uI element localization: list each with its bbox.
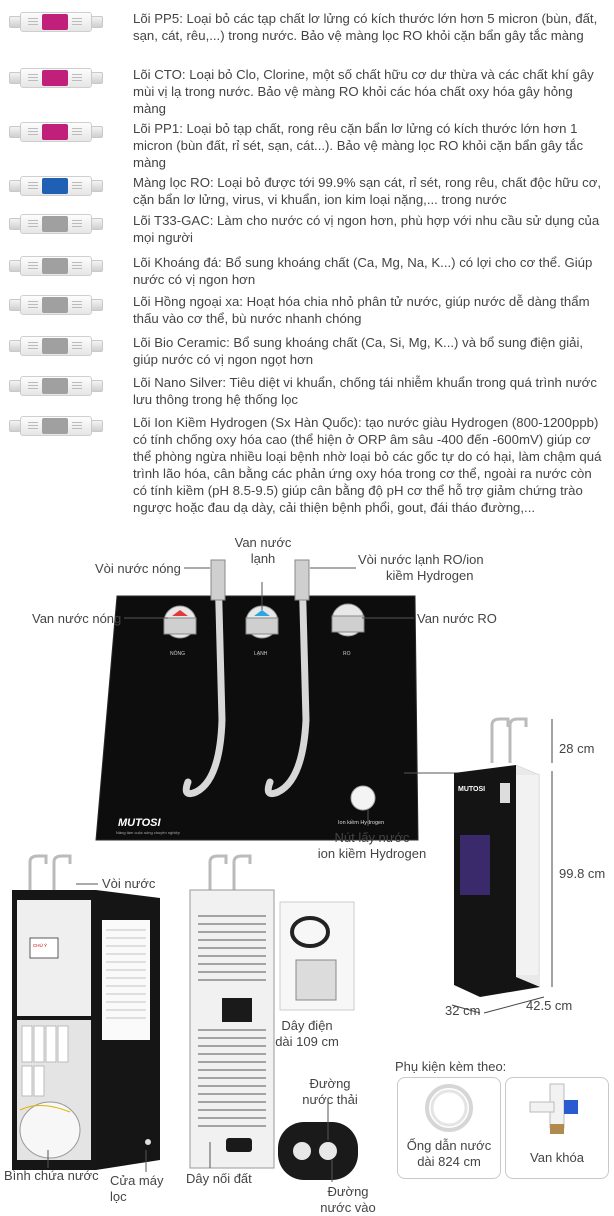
ro-tap-label: Vòi nước lạnh RO/ion kiềm Hydrogen	[358, 552, 484, 583]
filter-description: Lõi Nano Silver: Tiêu diệt vi khuẩn, chống tái nhiễm khuẩn trong quá trình nước lưu thông trong hệ thống lọc	[133, 375, 597, 407]
filter-description: Lõi CTO: Loại bỏ Clo, Clorine, một số chất hữu cơ dư thừa và các chất khí gây mùi vị lạ trong nước. Bảo vệ màng RO khỏi các hóa chất oxy hóa gây hỏng màng	[133, 67, 594, 116]
hydrogen-button-label: Nút lấy nước ion kiềm Hydrogen	[317, 830, 427, 861]
power-cord-label: Dây điện dài 109 cm	[275, 1018, 339, 1049]
faucet-label: Vòi nước	[102, 876, 156, 891]
filter-description: Màng lọc RO: Loại bỏ được tới 99.9% sạn cát, rỉ sét, rong rêu, chất độc hữu cơ, cặn bẩn lơ lửng, virus, vi khuẩn, ion kim loại nặng,... trong nước	[133, 175, 602, 207]
ground-wire-label: Dây nối đất	[186, 1171, 252, 1186]
inlet-line-label: Đường nước vào	[320, 1184, 376, 1215]
tube-coil-icon	[398, 1078, 500, 1138]
accessories-section	[395, 1055, 614, 1200]
accessory-tube	[397, 1077, 501, 1179]
tube-label-line2: dài 824 cm	[417, 1154, 481, 1169]
svg-text:Nâng tầm cuộc sống chuyên nghi: Nâng tầm cuộc sống chuyên nghiệp	[116, 830, 180, 835]
cold-valve-label: Van nước lạnh	[234, 535, 292, 566]
hot-valve-label: Van nước nóng	[32, 611, 122, 626]
valve-label: Van khóa	[530, 1150, 584, 1165]
waste-line-label: Đường nước thải	[302, 1076, 358, 1107]
dimension-top: 28 cm	[559, 741, 595, 756]
accessories-title: Phụ kiện kèm theo:	[395, 1059, 507, 1074]
dimension-height: 99.8 cm	[559, 866, 606, 881]
open-cabinet-illustration	[0, 850, 180, 1185]
filter-description: Lõi PP1: Loại bỏ tạp chất, rong rêu cặn bẩn lơ lửng có kích thước lớn hơn 1 micron (bùn đất, rỉ sét, sạn, cát...). Bảo vệ màng lọc RO khỏi cặn bẩn gây tắc màng	[133, 121, 584, 170]
filter-description: Lõi Bio Ceramic: Bổ sung khoáng chất (Ca, Si, Mg, K...) và bổ sung điện giải, giúp nước có vị ngon ngọt hơn	[133, 335, 584, 367]
ro-valve-label: Van nước RO	[417, 611, 497, 626]
filter-description: Lõi PP5: Loại bỏ các tạp chất lơ lửng có kích thước lớn hơn 5 micron (bùn, đất, sạn, cát, rêu,...) trong nước. Bảo vệ màng lọc RO khỏi cặn bẩn gây tắc màng	[133, 11, 598, 43]
filter-description: Lõi T33-GAC: Làm cho nước có vị ngon hơn, phù hợp với nhu cầu sử dụng của mọi người	[133, 213, 600, 245]
open-cabinet-view	[0, 850, 180, 1204]
tube-label-line1: Ống dẫn nước	[406, 1138, 492, 1153]
svg-text:CHÚ Ý: CHÚ Ý	[33, 943, 48, 948]
dimension-depth: 42.5 cm	[526, 998, 573, 1013]
dimension-width: 32 cm	[445, 1003, 481, 1018]
hydrogen-button[interactable]	[351, 786, 375, 810]
filter-description: Lõi Khoáng đá: Bổ sung khoáng chất (Ca, Mg, Na, K...) có lợi cho cơ thể. Giúp nước có vị ngon hơn	[133, 255, 593, 287]
tank-label: Bình chứa nước	[4, 1168, 99, 1183]
filter-description: Lõi Hồng ngoại xa: Hoạt hóa chia nhỏ phân tử nước, giúp nước dễ dàng thẩm thấu vào cơ thể, bù nước nhanh chóng	[133, 294, 590, 326]
svg-text:MUTOSI: MUTOSI	[118, 817, 161, 829]
svg-text:Ion kiềm Hydrogen: Ion kiềm Hydrogen	[338, 820, 385, 826]
dimension-diagram	[440, 715, 614, 1020]
accessory-valve	[505, 1077, 609, 1179]
svg-text:MUTOSI: MUTOSI	[458, 786, 486, 793]
svg-text:NÓNG: NÓNG	[170, 651, 185, 657]
shutoff-valve-icon	[506, 1078, 608, 1140]
door-label: Cửa máy lọc	[110, 1173, 164, 1204]
svg-text:LẠNH: LẠNH	[254, 651, 268, 657]
filter-description: Lõi Ion Kiềm Hydrogen (Sx Hàn Quốc): tạo nước giàu Hydrogen (800-1200ppb) có tính chống oxy hóa cao (thể hiện ở ORP âm sâu -400 đến -600mV) giúp cơ thể phòng ngừa nhiều loại bệnh nhờ loại bỏ các gốc tự do có hại, làm chậm quá trình lão hóa, cân bằng các phản ứng oxy hóa trong cơ thể, ngoài ra nước còn có tính kiềm (pH 8.5-9.5) giúp cân bằng độ pH cơ thể hỗ trợ giảm chứng trào ngược hoặc đau dạ dày, cải thiện bệnh phổi, gout, đái tháo đường,...	[133, 415, 602, 515]
hot-tap-label: Vòi nước nóng	[95, 561, 181, 576]
svg-text:RO: RO	[343, 651, 351, 657]
back-view	[180, 850, 420, 1215]
